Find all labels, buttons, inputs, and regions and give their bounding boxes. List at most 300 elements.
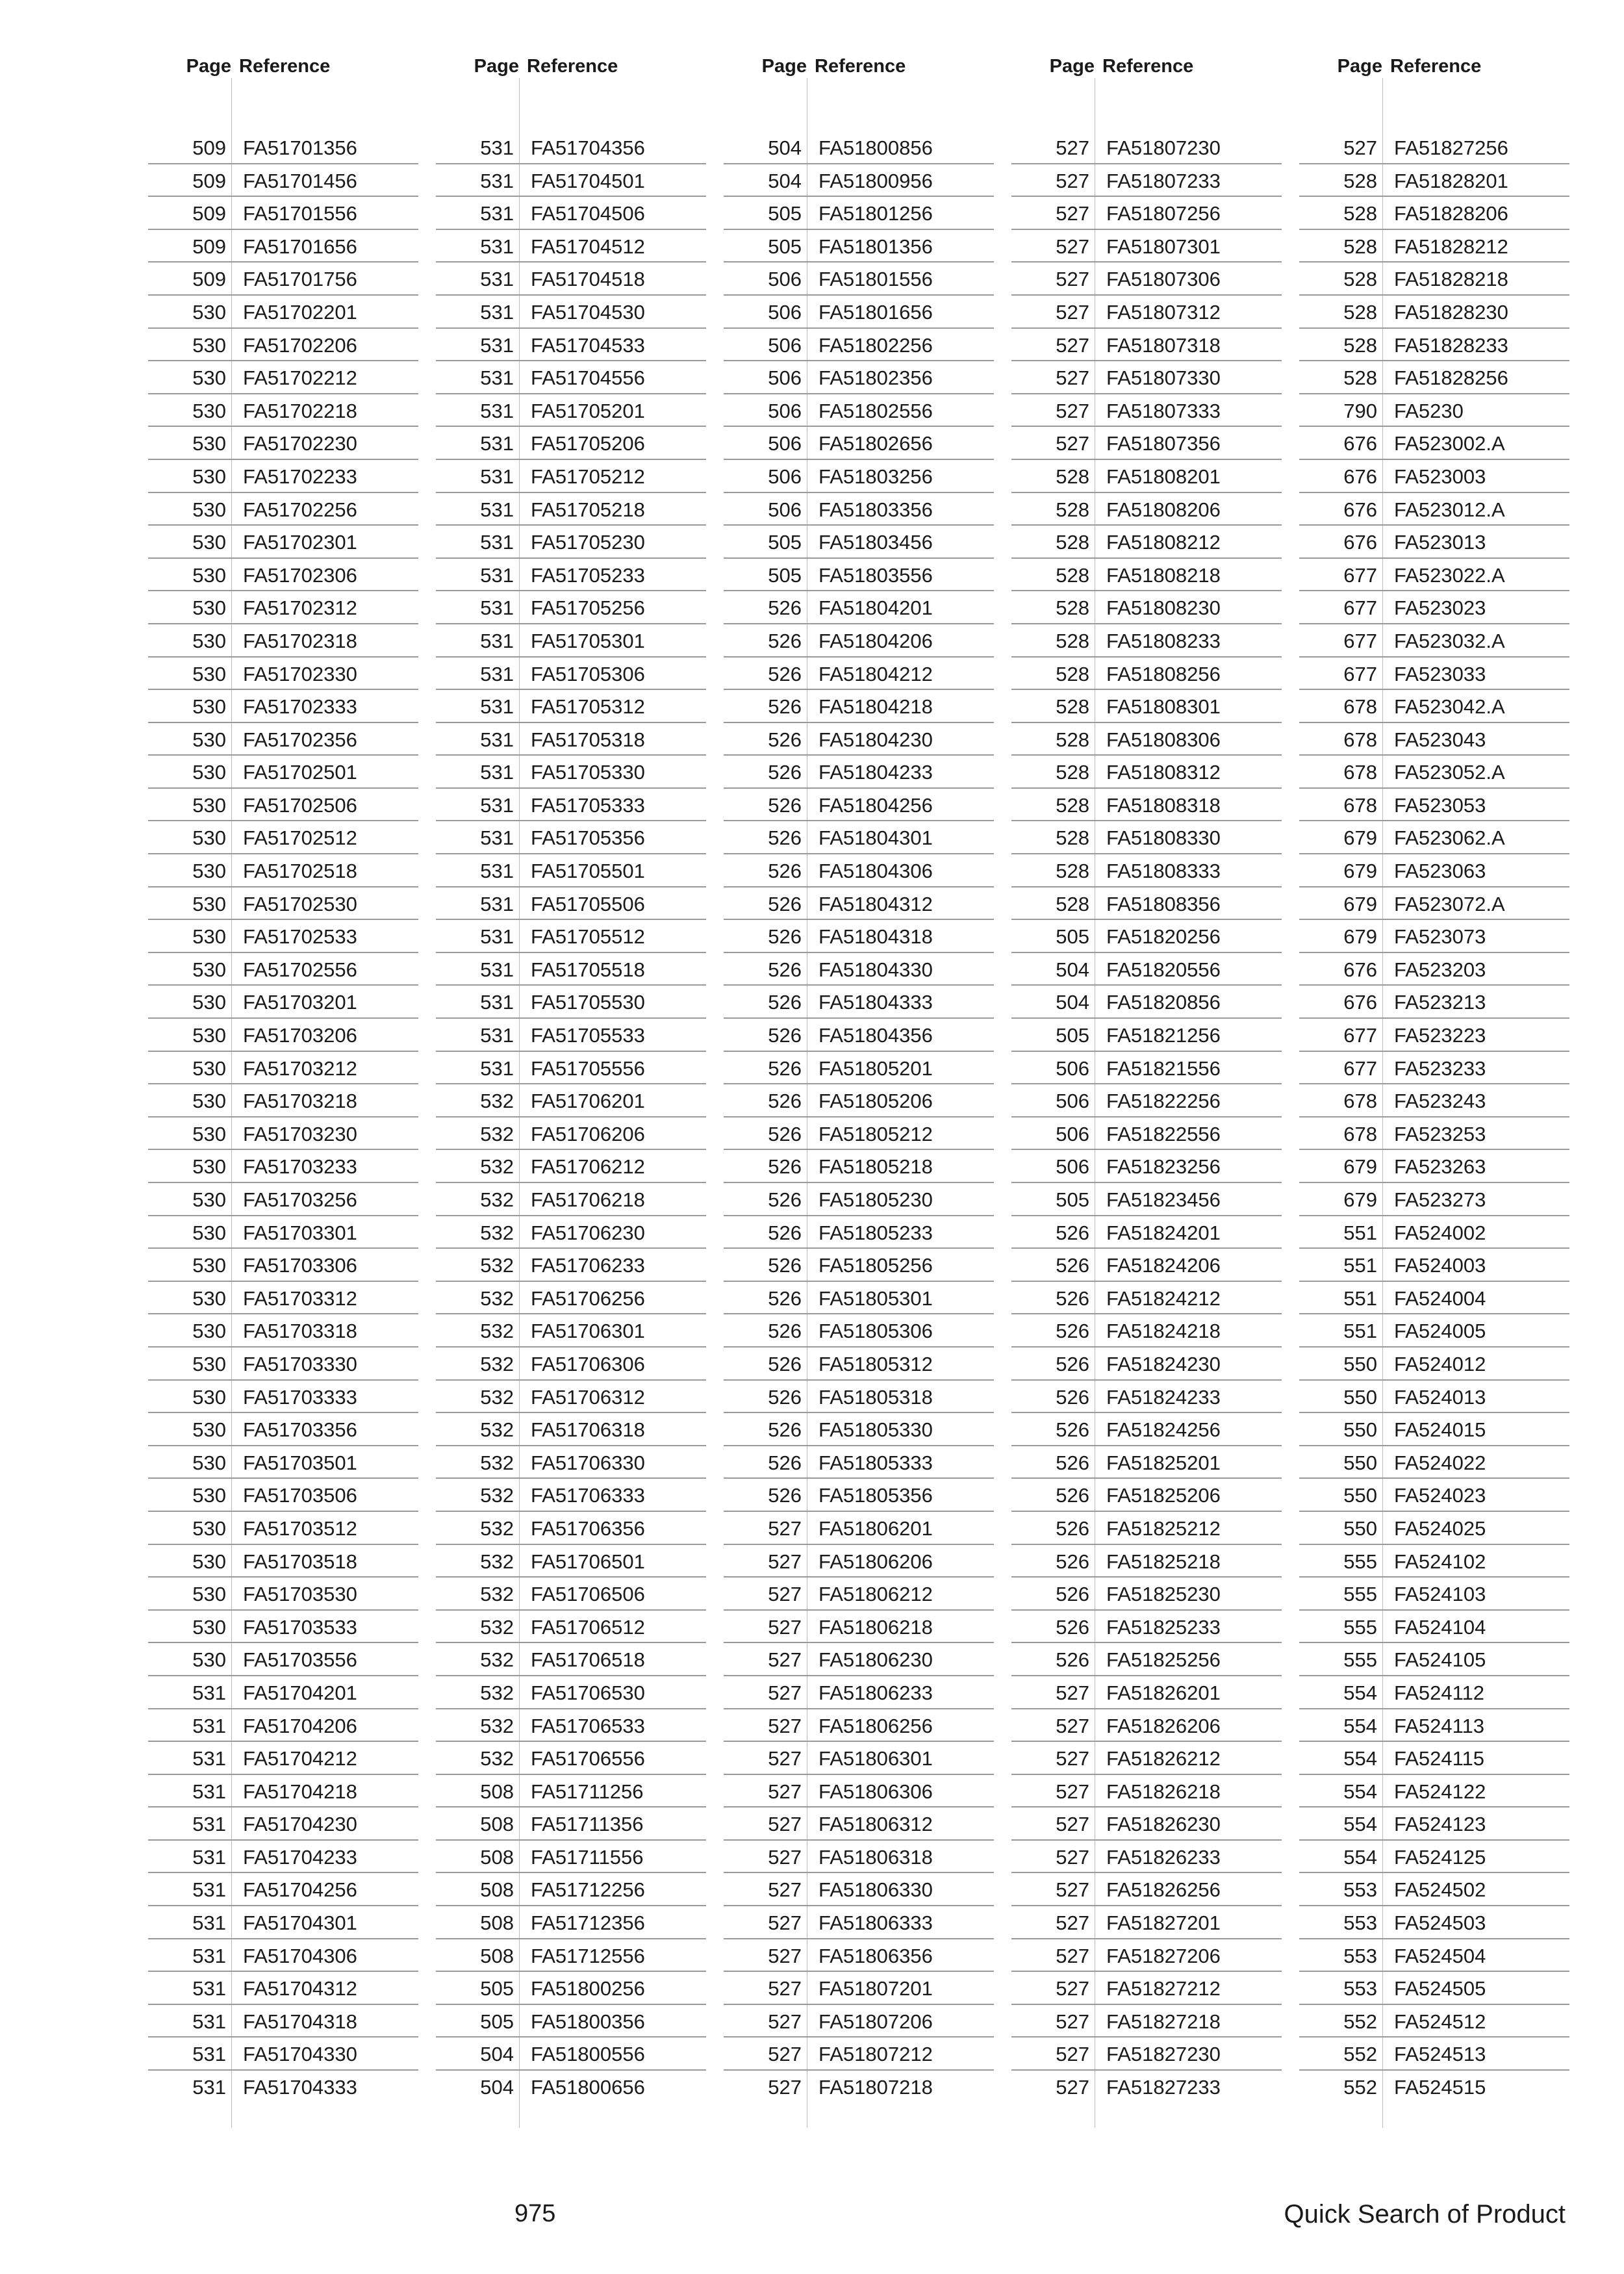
page-cell: 527: [768, 1648, 802, 1672]
page-cell: 505: [480, 2010, 514, 2033]
page-cell: 554: [1343, 1845, 1377, 1869]
table-row: [1011, 591, 1282, 624]
table-row: [148, 1611, 418, 1644]
reference-cell: FA51826201: [1106, 1681, 1221, 1704]
reference-cell: FA51705501: [531, 860, 645, 883]
page-cell: 527: [1056, 268, 1089, 291]
table-row: [1299, 329, 1569, 362]
table-row: [148, 1939, 418, 1973]
table-row: [724, 1150, 994, 1183]
reference-cell: FA51703530: [243, 1583, 357, 1606]
table-row: [436, 1019, 706, 1052]
page-cell: 531: [480, 596, 514, 620]
table-row: [724, 1545, 994, 1578]
reference-cell: FA51705518: [531, 958, 645, 981]
reference-cell: FA523032.A: [1394, 629, 1505, 652]
page-cell: 531: [480, 728, 514, 751]
reference-cell: FA51705533: [531, 1024, 645, 1047]
table-row: [1299, 1906, 1569, 1939]
reference-cell: FA51806212: [818, 1583, 933, 1606]
reference-cell: FA523273: [1394, 1188, 1486, 1211]
table-row: [1011, 1052, 1282, 1085]
reference-cell: FA51702512: [243, 826, 357, 850]
page-cell: 526: [768, 826, 802, 850]
page-cell: 676: [1343, 531, 1377, 554]
reference-cell: FA51706501: [531, 1550, 645, 1573]
reference-cell: FA51703301: [243, 1221, 357, 1244]
reference-cell: FA51703218: [243, 1090, 357, 1113]
page-cell: 531: [192, 1944, 226, 1967]
page-cell: 554: [1343, 1780, 1377, 1803]
reference-cell: FA523253: [1394, 1122, 1486, 1145]
page-cell: 527: [1056, 1813, 1089, 1836]
table-row: [724, 690, 994, 723]
table-row: [148, 329, 418, 362]
table-row: [436, 723, 706, 756]
reference-cell: FA51703518: [243, 1550, 357, 1573]
page-cell: 527: [1056, 169, 1089, 192]
page-cell: 531: [480, 826, 514, 850]
index-column: [1299, 52, 1569, 2099]
table-row: [1299, 1939, 1569, 1973]
page-cell: 526: [768, 1385, 802, 1409]
reference-cell: FA51808256: [1106, 662, 1221, 685]
table-row: [148, 789, 418, 822]
table-row: [436, 1906, 706, 1939]
page-cell: 527: [768, 1516, 802, 1540]
reference-cell: FA51827233: [1106, 2076, 1221, 2099]
page-cell: 528: [1056, 826, 1089, 850]
table-row: [1299, 1118, 1569, 1151]
page-cell: 530: [192, 465, 226, 488]
table-row: [436, 131, 706, 164]
page-cell: 555: [1343, 1583, 1377, 1606]
table-row: [436, 1348, 706, 1381]
reference-cell: FA51703533: [243, 1615, 357, 1639]
page-cell: 554: [1343, 1813, 1377, 1836]
reference-cell: FA51820556: [1106, 958, 1221, 981]
reference-cell: FA51704233: [243, 1845, 357, 1869]
reference-cell: FA51804312: [818, 892, 933, 915]
reference-column-heading: Reference: [1102, 56, 1194, 77]
table-row: [1011, 1972, 1282, 2005]
page-cell: 526: [768, 1221, 802, 1244]
page-cell: 526: [768, 958, 802, 981]
page-cell: 526: [768, 1122, 802, 1145]
reference-cell: FA51705506: [531, 892, 645, 915]
page-cell: 530: [192, 432, 226, 455]
page-cell: 527: [768, 1583, 802, 1606]
page-cell: 526: [768, 1352, 802, 1375]
page-cell: 555: [1343, 1615, 1377, 1639]
page-cell: 527: [768, 1780, 802, 1803]
page-cell: 678: [1343, 1122, 1377, 1145]
page-cell: 530: [192, 925, 226, 949]
reference-cell: FA51704333: [243, 2076, 357, 2099]
page-cell: 531: [192, 1681, 226, 1704]
reference-cell: FA51705206: [531, 432, 645, 455]
page-cell: 526: [768, 860, 802, 883]
table-row: [148, 1216, 418, 1249]
table-row: [724, 821, 994, 854]
table-row: [724, 559, 994, 592]
page-cell: 528: [1056, 465, 1089, 488]
page-cell: 532: [480, 1747, 514, 1770]
table-row: [148, 1019, 418, 1052]
page-cell: 790: [1343, 399, 1377, 422]
reference-cell: FA51711256: [531, 1780, 644, 1803]
page-cell: 679: [1343, 892, 1377, 915]
reference-cell: FA523243: [1394, 1090, 1486, 1113]
page-cell: 678: [1343, 695, 1377, 719]
table-row: [148, 1709, 418, 1743]
table-row: [1299, 493, 1569, 526]
table-row: [1011, 1446, 1282, 1479]
page-cell: 532: [480, 1516, 514, 1540]
reference-cell: FA51711356: [531, 1813, 644, 1836]
reference-cell: FA524103: [1394, 1583, 1486, 1606]
page-cell: 530: [192, 1320, 226, 1343]
table-row: [436, 427, 706, 460]
table-row: [148, 821, 418, 854]
table-row: [148, 1512, 418, 1545]
page-cell: 531: [480, 268, 514, 291]
reference-cell: FA51702201: [243, 300, 357, 324]
page-cell: 532: [480, 1122, 514, 1145]
page-cell: 550: [1343, 1516, 1377, 1540]
reference-cell: FA51806230: [818, 1648, 933, 1672]
reference-cell: FA524023: [1394, 1484, 1486, 1507]
page-cell: 526: [1056, 1550, 1089, 1573]
reference-cell: FA51807356: [1106, 432, 1221, 455]
table-row: [724, 1611, 994, 1644]
reference-cell: FA51706206: [531, 1122, 645, 1145]
page-cell: 528: [1343, 169, 1377, 192]
page-cell: 527: [1056, 235, 1089, 258]
page-cell: 526: [768, 728, 802, 751]
reference-cell: FA51807333: [1106, 399, 1221, 422]
table-row: [724, 1808, 994, 1841]
reference-cell: FA523062.A: [1394, 826, 1505, 850]
page-cell: 527: [768, 1977, 802, 2000]
page-cell: 528: [1343, 300, 1377, 324]
page-cell: 553: [1343, 1977, 1377, 2000]
page-cell: 531: [480, 1024, 514, 1047]
table-row: [1011, 427, 1282, 460]
reference-cell: FA51705233: [531, 563, 645, 587]
table-row: [436, 1052, 706, 1085]
table-row: [1299, 690, 1569, 723]
table-row: [436, 624, 706, 658]
page-cell: 531: [480, 1056, 514, 1080]
section-title: Quick Search of Product: [1284, 2200, 1566, 2229]
reference-cell: FA523263: [1394, 1155, 1486, 1179]
reference-cell: FA51825218: [1106, 1550, 1221, 1573]
reference-cell: FA51712256: [531, 1878, 645, 1902]
page-cell: 530: [192, 695, 226, 719]
page-cell: 527: [768, 1550, 802, 1573]
page-column-heading: Page: [186, 56, 231, 77]
table-row: [148, 1643, 418, 1676]
table-row: [1011, 1939, 1282, 1973]
reference-cell: FA51807330: [1106, 366, 1221, 390]
table-row: [724, 1676, 994, 1709]
table-row: [1011, 1118, 1282, 1151]
page-cell: 509: [192, 268, 226, 291]
page-cell: 506: [768, 366, 802, 390]
reference-cell: FA51808330: [1106, 826, 1221, 850]
reference-cell: FA51825230: [1106, 1583, 1221, 1606]
page-cell: 679: [1343, 1188, 1377, 1211]
table-row: [436, 986, 706, 1019]
reference-cell: FA51705512: [531, 925, 645, 949]
reference-cell: FA51807218: [818, 2076, 933, 2099]
reference-cell: FA51706356: [531, 1516, 645, 1540]
table-row: [436, 2071, 706, 2104]
table-row: [724, 624, 994, 658]
reference-cell: FA51808301: [1106, 695, 1221, 719]
table-row: [1299, 2038, 1569, 2071]
table-row: [436, 1775, 706, 1808]
page-cell: 506: [768, 300, 802, 324]
page-cell: 509: [192, 235, 226, 258]
table-row: [1299, 986, 1569, 1019]
reference-cell: FA51702206: [243, 333, 357, 357]
reference-cell: FA51705356: [531, 826, 645, 850]
reference-cell: FA51702312: [243, 596, 357, 620]
page-cell: 530: [192, 1352, 226, 1375]
table-row: [1299, 1084, 1569, 1118]
page-cell: 531: [192, 2043, 226, 2066]
table-row: [724, 1348, 994, 1381]
page-cell: 506: [1056, 1122, 1089, 1145]
reference-cell: FA51705318: [531, 728, 645, 751]
page-cell: 508: [480, 1944, 514, 1967]
reference-cell: FA524003: [1394, 1254, 1486, 1277]
table-row: [436, 329, 706, 362]
page-cell: 679: [1343, 826, 1377, 850]
page-cell: 506: [1056, 1090, 1089, 1113]
page-cell: 526: [1056, 1418, 1089, 1442]
table-row: [148, 1873, 418, 1906]
table-row: [724, 756, 994, 789]
table-row: [724, 723, 994, 756]
page-cell: 678: [1343, 1090, 1377, 1113]
page-cell: 528: [1056, 892, 1089, 915]
table-row: [1011, 888, 1282, 921]
table-row: [724, 493, 994, 526]
table-row: [436, 197, 706, 230]
reference-cell: FA51801256: [818, 202, 933, 225]
table-row: [1011, 1348, 1282, 1381]
reference-cell: FA523203: [1394, 958, 1486, 981]
reference-cell: FA51827206: [1106, 1944, 1221, 1967]
table-row: [436, 888, 706, 921]
reference-cell: FA524022: [1394, 1451, 1486, 1474]
table-row: [1011, 1282, 1282, 1315]
table-row: [1299, 1709, 1569, 1743]
table-row: [148, 1906, 418, 1939]
reference-cell: FA51807318: [1106, 333, 1221, 357]
page-cell: 526: [1056, 1615, 1089, 1639]
page-cell: 530: [192, 826, 226, 850]
page-cell: 526: [768, 761, 802, 784]
reference-cell: FA523042.A: [1394, 695, 1505, 719]
table-row: [148, 1249, 418, 1282]
reference-cell: FA51826212: [1106, 1747, 1221, 1770]
table-row: [1299, 1841, 1569, 1874]
page-cell: 532: [480, 1352, 514, 1375]
table-row: [1011, 1479, 1282, 1512]
reference-cell: FA51828212: [1394, 235, 1508, 258]
page-cell: 526: [768, 1286, 802, 1310]
table-row: [724, 1118, 994, 1151]
reference-cell: FA51802356: [818, 366, 933, 390]
reference-cell: FA524012: [1394, 1352, 1486, 1375]
table-row: [148, 394, 418, 428]
reference-cell: FA51807256: [1106, 202, 1221, 225]
table-row: [1299, 1742, 1569, 1775]
reference-cell: FA51805230: [818, 1188, 933, 1211]
page-cell: 532: [480, 1188, 514, 1211]
reference-cell: FA524503: [1394, 1911, 1486, 1935]
table-row: [1299, 1348, 1569, 1381]
page-cell: 526: [768, 1254, 802, 1277]
table-row: [1299, 1314, 1569, 1348]
page-cell: 531: [192, 2076, 226, 2099]
reference-cell: FA524513: [1394, 2043, 1486, 2066]
table-row: [148, 658, 418, 691]
table-row: [436, 789, 706, 822]
reference-cell: FA51702533: [243, 925, 357, 949]
page-cell: 506: [768, 498, 802, 521]
page-cell: 528: [1343, 235, 1377, 258]
page-cell: 532: [480, 1550, 514, 1573]
page-cell: 531: [192, 1845, 226, 1869]
page-cell: 527: [768, 1845, 802, 1869]
table-row: [1299, 789, 1569, 822]
page-cell: 527: [768, 1681, 802, 1704]
table-row: [436, 1413, 706, 1446]
page-cell: 504: [1056, 958, 1089, 981]
reference-cell: FA51703230: [243, 1122, 357, 1145]
page-cell: 530: [192, 498, 226, 521]
table-row: [1011, 230, 1282, 263]
reference-cell: FA51704533: [531, 333, 645, 357]
table-row: [1011, 493, 1282, 526]
table-row: [1011, 262, 1282, 296]
page-cell: 531: [480, 531, 514, 554]
table-row: [1299, 1873, 1569, 1906]
reference-cell: FA51702501: [243, 761, 357, 784]
table-row: [148, 624, 418, 658]
table-row: [1011, 854, 1282, 888]
reference-cell: FA51801656: [818, 300, 933, 324]
page-cell: 505: [1056, 1188, 1089, 1211]
table-row: [724, 1841, 994, 1874]
reference-cell: FA51806256: [818, 1714, 933, 1737]
reference-column-heading: Reference: [1390, 56, 1482, 77]
reference-cell: FA524102: [1394, 1550, 1486, 1573]
table-row: [436, 460, 706, 493]
reference-cell: FA51706512: [531, 1615, 645, 1639]
table-row: [1011, 1545, 1282, 1578]
table-row: [1299, 1611, 1569, 1644]
page-cell: 526: [1056, 1352, 1089, 1375]
reference-cell: FA51803356: [818, 498, 933, 521]
table-row: [1299, 1512, 1569, 1545]
table-row: [436, 230, 706, 263]
page-cell: 676: [1343, 465, 1377, 488]
row-list: [1011, 131, 1282, 2104]
page-cell: 526: [1056, 1286, 1089, 1310]
reference-cell: FA523053: [1394, 793, 1486, 817]
reference-cell: FA523063: [1394, 860, 1486, 883]
reference-cell: FA51704530: [531, 300, 645, 324]
page-cell: 508: [480, 1878, 514, 1902]
reference-cell: FA51825201: [1106, 1451, 1221, 1474]
reference-cell: FA51805233: [818, 1221, 933, 1244]
table-row: [436, 1873, 706, 1906]
page-cell: 532: [480, 1320, 514, 1343]
page-cell: 527: [768, 1714, 802, 1737]
reference-cell: FA51706318: [531, 1418, 645, 1442]
page-cell: 526: [768, 596, 802, 620]
reference-cell: FA524112: [1394, 1681, 1485, 1704]
page-cell: 530: [192, 1516, 226, 1540]
reference-cell: FA51706306: [531, 1352, 645, 1375]
page-cell: 531: [480, 860, 514, 883]
table-row: [1299, 920, 1569, 953]
page-cell: 506: [768, 432, 802, 455]
page-cell: 677: [1343, 1056, 1377, 1080]
page-cell: 530: [192, 596, 226, 620]
reference-cell: FA51805206: [818, 1090, 933, 1113]
reference-cell: FA51821556: [1106, 1056, 1221, 1080]
reference-cell: FA524123: [1394, 1813, 1486, 1836]
page-cell: 530: [192, 1254, 226, 1277]
page-cell: 528: [1056, 761, 1089, 784]
page-cell: 527: [1343, 136, 1377, 159]
page-cell: 532: [480, 1615, 514, 1639]
reference-cell: FA51704218: [243, 1780, 357, 1803]
page-cell: 551: [1343, 1254, 1377, 1277]
reference-cell: FA51706330: [531, 1451, 645, 1474]
page-cell: 526: [768, 925, 802, 949]
reference-cell: FA51827212: [1106, 1977, 1221, 2000]
table-row: [436, 1676, 706, 1709]
page-cell: 530: [192, 1550, 226, 1573]
page-cell: 550: [1343, 1451, 1377, 1474]
table-row: [724, 658, 994, 691]
table-row: [436, 1611, 706, 1644]
table-row: [148, 526, 418, 559]
reference-cell: FA51705306: [531, 662, 645, 685]
table-row: [1299, 164, 1569, 198]
page-cell: 532: [480, 1090, 514, 1113]
reference-cell: FA524104: [1394, 1615, 1486, 1639]
table-row: [1299, 854, 1569, 888]
reference-cell: FA51705212: [531, 465, 645, 488]
table-row: [148, 493, 418, 526]
page-cell: 506: [768, 333, 802, 357]
page-cell: 528: [1343, 366, 1377, 390]
page-cell: 505: [768, 563, 802, 587]
table-row: [724, 197, 994, 230]
reference-cell: FA51705530: [531, 991, 645, 1014]
page-cell: 528: [1056, 498, 1089, 521]
page-cell: 528: [1056, 728, 1089, 751]
